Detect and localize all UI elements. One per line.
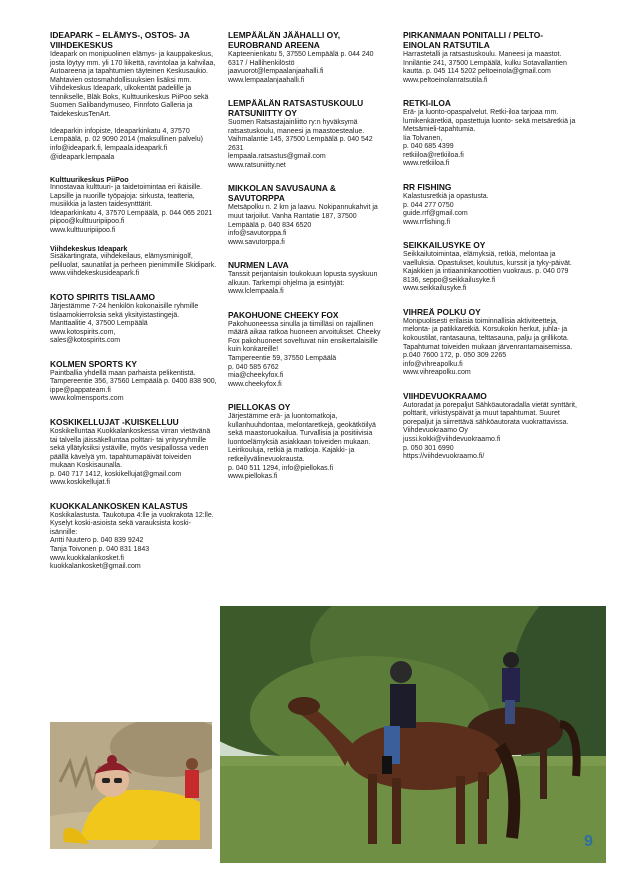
listing-body: Koskikalastusta. Taukotupa 4:lle ja vuokrakota 12:lle. Kyselyt koski-asioista sekä varauksista koski-isännille: Antti Nuutero p. 040 839 9242 Tanja Toivonen p. 040 831 1843 www.kuokkalankosket.fi kuokkalankosket@gmail.com <box>50 511 214 571</box>
directory-column-2 <box>228 30 388 495</box>
page-number: 9 <box>584 833 593 850</box>
listing-subtitle: Kulttuurikeskus PiiPoo <box>50 175 129 185</box>
listing-title: KOTO SPIRITS TISLAAMO <box>50 292 156 303</box>
listing-body: Järjestämme erä- ja luontomatkoja, kullanhuuhdontaa, melontaretkejä, geokätköilyä sekä maastoruokailua. Turvallisia ja positiivisia luontoelämyksiä asiakkaan toiveiden mukaan. Leirikouluja, retkiä ja matkoja. Kajakki- ja retkeilyvälinevuokrausta. p. 040 511 1294, info@piellokas.fi www.piellokas.fi <box>228 413 376 481</box>
listing-title: PAKOHUONE CHEEKY FOX <box>228 309 339 320</box>
listing-viihdevuokraamo <box>403 391 579 462</box>
listing-body: Ideapark on monipuolinen elämys- ja kauppakeskus, josta löytyy mm. yli 170 liikettä, ravintolaa ja kahvilaa, Autoareena ja tapahtumien täyteinen Keskusaukio. Mahtavien ostosmahdollisuuksien lisäksi mm. Viihdekeskus Ideapark, ulkokentät padelille ja tennikselle, Bläk Boks, Kulttuurikeskus PiiPoo sekä Suomen Salibandymuseo, Finnfoto Galleria ja TaidekeskusTenArt. Ideaparkin infopiste, Ideaparkinkatu 4, 37570 Lempäälä, p. 02 9090 2014 (maksullinen palvelu) info@ideapark.fi, lempaala.ideapark.fi @ideapark.lempaala <box>50 51 216 161</box>
listing-body: Metsäpolku n. 2 km ja laavu. Nokipannukahvit ja muut tarjoilut. Vanha Rantatie 187, 37500 Lempäälä p. 040 834 6520 info@savutorppa.fi www.savutorppa.fi <box>228 204 378 246</box>
listing-title: PIRKANMAAN PONITALLI / PELTO-EINOLAN RATSUTILA <box>403 30 544 50</box>
listing-body: Sisäkartingrata, viihdekeilaus, elämysminigolf, peliluolat, saunatilat ja perheen pienimmille Skidipark. www.viihdekeskusideapark.fi <box>50 253 217 278</box>
listing-ratsuniitty <box>228 98 388 170</box>
listing-title: RETKI-ILOA <box>403 98 451 109</box>
listing-body: Kalastusretkiä ja opastusta. p. 044 277 0750 guide.rrf@gmail.com www.rrfishing.fi <box>403 193 489 226</box>
listing-subtitle: Viihdekeskus Ideapark <box>50 244 128 254</box>
person-in-grass-illustration <box>50 722 212 849</box>
listing-title: NURMEN LAVA <box>228 260 289 271</box>
listing-body: Kapteenienkatu 5, 37550 Lempäälä p. 044 240 6317 / Hallihenkilöstö jaavuorot@lempaalanjaahalli.fi www.lempaalanjaahalli.fi <box>228 51 374 84</box>
directory-column-3 <box>403 30 579 475</box>
listing-body: Innostavaa kulttuuri- ja taidetoimintaa eri ikäisille. Lapsille ja nuorille työpajoja: sirkusta, teatteria, musiikkia ja lasten taidesyntttärit. Ideaparkinkatu 4, 37570 Lempäälä, p. 044 065 2021 piipoo@kulttuuripiipoo.fi www.kulttuuripiipoo.fi <box>50 184 213 234</box>
listing-savusauna <box>228 183 388 247</box>
listing-title: VIIHDEVUOKRAAMO <box>403 390 487 401</box>
listing-piellokas <box>228 402 388 481</box>
listing-retki-iloa <box>403 98 579 169</box>
listing-body: Seikkailutoimintaa, elämyksiä, retkiä, melontaa ja vaelluksia. Opastukset, koulutus, kurssit ja tyky-päivät. Kajakkien ja intiaaninkanoottien vuokraus. p. 040 079 8136, seppo@seikkailusyke.fi www.seikkailusyke.fi <box>403 251 572 293</box>
listing-kuokkalankoski <box>50 501 218 572</box>
listing-body: Järjestämme 7-24 henkilön kokonaisille ryhmille tislaamokierroksia sekä yksityistastingejä. Manttaalitie 4, 37500 Lempäälä www.kotospirits.com, sales@kotospirits.com <box>50 303 199 345</box>
listing-title: KOLMEN SPORTS KY <box>50 358 138 369</box>
listing-body: Suomen Ratsastajainliitto ry:n hyväksymä ratsastuskoulu, maneesi ja maastoestealue. Vaihmalantie 145, 37500 Lempäälä p. 040 542 2631 lempaala.ratsastus@gmail.com www.ratsuniitty.net <box>228 119 373 169</box>
listing-cheeky-fox <box>228 310 388 389</box>
listing-body: Pakohuoneessa sinulla ja tiimilläsi on rajallinen määrä aikaa ratkoa huoneen arvoitukset. Cheeky Fox pakohuoneet soveltuvat niin ensikertalaisille kuin konkareille! Tampereentie 59, 37550 Lempäälä p. 040 585 6762 mia@cheekyfox.fi www.cheekyfox.fi <box>228 320 381 388</box>
listing-jaahalli <box>228 30 388 85</box>
listing-piipoo <box>50 175 218 235</box>
listing-title: KOSKIKELLUJAT -KUISKELLUU <box>50 416 179 427</box>
person-in-grass-photo <box>50 722 212 849</box>
listing-rr-fishing <box>403 182 579 227</box>
listing-body: Erä- ja luonto-opaspalvelut. Retki-iloa tarjoaa mm. lumikenkäretkiä, opastettuja luonto- sekä metsäretkiä ja Metsämieli-tapahtumia. Iia Tolvanen, p. 040 685 4399 retkiiloa@retkiiloa.fi www.retkiiloa.fi <box>403 109 576 168</box>
listing-viihdekeskus <box>50 244 218 279</box>
listing-title: KUOKKALANKOSKEN KALASTUS <box>50 500 188 511</box>
listing-kolmen-sports <box>50 359 218 404</box>
listing-body: Harrastetalli ja ratsastuskoulu. Maneesi ja maastot. Inniläntie 241, 37500 Lempäälä, kulku Sotavallantien kautta. p. 045 114 5202 peltoeinola@gmail.com www.peltoeinolanratsutila.fi <box>403 51 567 84</box>
listing-title: SEIKKAILUSYKE OY <box>403 240 486 251</box>
listing-title: LEMPÄÄLÄN JÄÄHALLI OY, EUROBRAND AREENA <box>228 30 341 50</box>
listing-title: PIELLOKAS OY <box>228 402 291 413</box>
listing-koto-spirits <box>50 292 218 346</box>
listing-body: Monipuolisesti erilaisia toiminnallisia aktiviteetteja, melonta- ja patikkaretkiä. Korsukokin herkut, juhla- ja kokoustilat, rantasauna, telttasauna, palju ja grillikota. Tapahtumat toiveiden mukaan järvenrantamaisemissa. p.040 7600 172, p. 050 309 2265 info@vihreapolku.fi www.vihreapolku.com <box>403 317 573 377</box>
listing-body: Koskikelluntaa Kuokkalankoskessa virran vietävänä tai talvella jäissäkelluntaa polttari- tai yritysryhmille sekä yllätyksiksi ystäville, myös vesipallossa veden päällä kävelyä ym. tapahtumapäivät toiveiden mukaan Koskisaunalla. p. 040 717 1412, koskikellujat@gmail.com www.koskikellujat.fi <box>50 427 211 487</box>
listing-ponitalli <box>403 30 579 85</box>
horse-riding-illustration <box>220 606 606 863</box>
listing-body: Autoradat ja porepaljut Sähköautoradalla vietät synttärit, polttarit, virkistyspäivät ja muut tapahtumat. Suuret porepaljut ja siirrettävä sähköautorata vuokrattavissa. Viihdevuokraamo Oy jussi.kokki@viihdevuokraamo.fi p. 050 301 6990 https://viihdevuokraamo.fi/ <box>403 401 577 461</box>
listing-koskikellujat <box>50 417 218 488</box>
listing-title: VIHREÄ POLKU OY <box>403 306 481 317</box>
listing-title: LEMPÄÄLÄN RATSASTUSKOULU RATSUNIITTY OY <box>228 98 364 119</box>
directory-column-1 <box>50 30 218 585</box>
listing-title: IDEAPARK – ELÄMYS-, OSTOS- JA VIIHDEKESKUS <box>50 30 190 50</box>
horse-riding-photo <box>220 606 606 863</box>
listing-vihrea-polku <box>403 307 579 378</box>
listing-body: Tanssit perjantaisin toukokuun lopusta syyskuun alkuun. Tarkempi ohjelma ja esintyjät: www.lclempaala.fi <box>228 271 378 296</box>
listing-seikkailusyke <box>403 240 579 294</box>
listing-nurmen-lava <box>228 260 388 297</box>
listing-ideapark <box>50 30 218 162</box>
listing-body: Paintballia yhdellä maan parhaista pelikentistä. Tampereentie 356, 37560 Lempäälä p. 0400 838 900, ippe@pappateam.fi www.kolmensports.com <box>50 369 217 403</box>
listing-title: RR FISHING <box>403 182 452 193</box>
listing-title: MIKKOLAN SAVUSAUNA & SAVUTORPPA <box>228 183 336 204</box>
